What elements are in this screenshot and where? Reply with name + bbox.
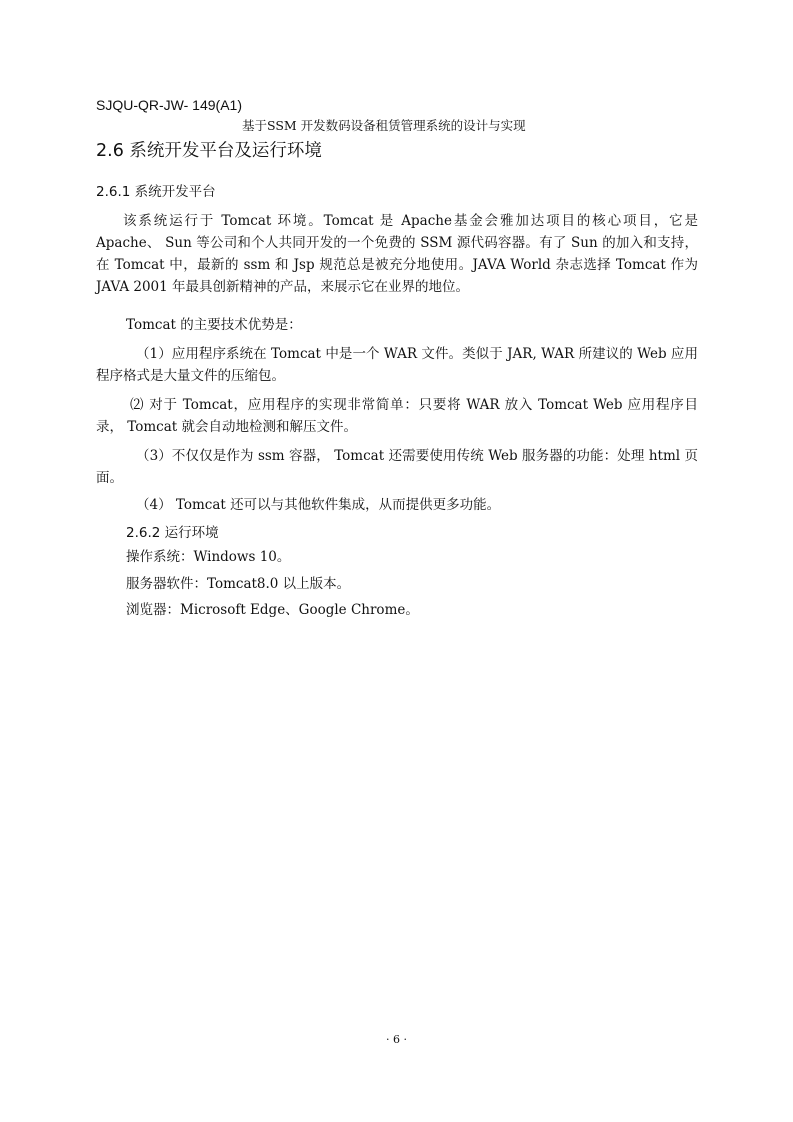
runtime-browser: 浏览器：Microsoft Edge、Google Chrome。 (126, 602, 419, 618)
list-item-4: （4） Tomcat 还可以与其他软件集成，从而提供更多功能。 (136, 497, 501, 513)
runtime-os: 操作系统：Windows 10。 (126, 549, 291, 565)
page-number: · 6 · (386, 1033, 407, 1046)
runtime-server: 服务器软件：Tomcat8.0 以上版本。 (126, 576, 351, 592)
paragraph-intro: 该系统运行于 Tomcat 环境。Tomcat 是 Apache基金会雅加达项目的核心项目，它是 Apache、 Sun 等公司和个人共同开发的一个免费的 SSM 源代码容器。有了 Sun 的加入和支持，在 Tomcat 中，最新的 ssm 和 Jsp 规范总是被充分地使用。JAVA World 杂志选择 Tomcat 作为 JAVA 2001 年最具创新精神的产品，来展示它在业界的地位。 (96, 213, 698, 295)
list-item-3: （3）不仅仅是作为 ssm 容器， Tomcat 还需要使用传统 Web 服务器的功能：处理 html 页面。 (96, 448, 698, 486)
subsection-heading-runtime: 2.6.2 运行环境 (126, 525, 219, 541)
section-heading: 2.6 系统开发平台及运行环境 (96, 141, 322, 161)
paragraph-advantages-lead: Tomcat 的主要技术优势是： (126, 317, 302, 333)
running-title: 基于SSM 开发数码设备租赁管理系统的设计与实现 (242, 118, 526, 133)
document-code: SJQU-QR-JW- 149(A1) (96, 97, 242, 113)
subsection-heading-platform: 2.6.1 系统开发平台 (96, 184, 216, 200)
list-item-1: （1）应用程序系统在 Tomcat 中是一个 WAR 文件。类似于 JAR, WAR 所建议的 Web 应用程序格式是大量文件的压缩包。 (96, 346, 698, 384)
list-item-2: ⑵ 对于 Tomcat，应用程序的实现非常简单：只要将 WAR 放入 Tomcat Web 应用程序目录， Tomcat 就会自动地检测和解压文件。 (96, 397, 698, 435)
